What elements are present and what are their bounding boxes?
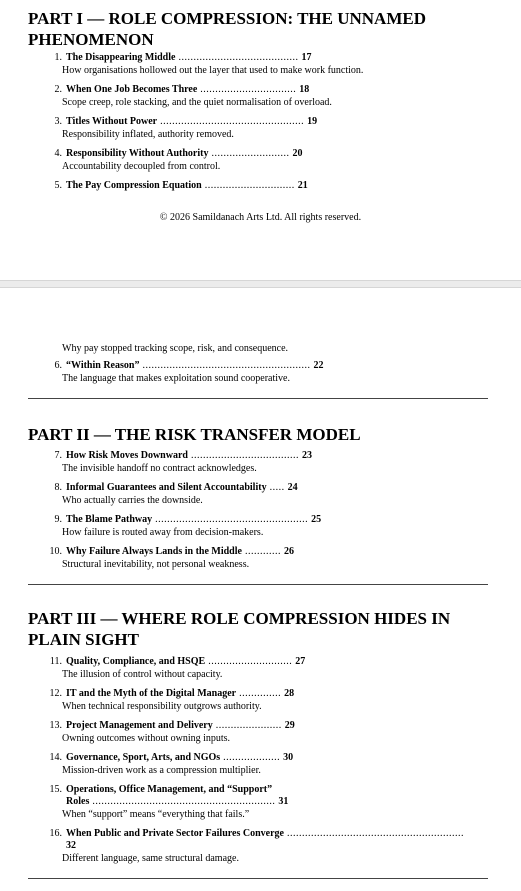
entry-description: Who actually carries the downside. (62, 495, 203, 506)
entry-page-number: 23 (301, 450, 312, 461)
entry-title: Operations, Office Management, and “Support” (66, 784, 273, 795)
toc-entry-10[interactable] (48, 546, 488, 571)
dot-leader: .................................... (190, 450, 299, 461)
toc-entry-13[interactable] (48, 720, 488, 745)
dot-leader: .............. (239, 688, 282, 699)
toc-entry-5[interactable] (48, 180, 488, 192)
part-3-heading (28, 608, 488, 650)
dot-leader: ..... (269, 482, 285, 493)
document-page-2 (0, 288, 521, 891)
part-3-heading-line1: PART III — WHERE ROLE COMPRESSION HIDES IN (28, 609, 451, 628)
entry-page-number: 24 (287, 482, 298, 493)
entry-page-number: 29 (284, 720, 295, 731)
toc-entry-11[interactable] (48, 656, 488, 681)
entry-page-number: 26 (283, 546, 294, 557)
entry-number: 8. (54, 482, 62, 493)
entry-title: Informal Guarantees and Silent Accountability (66, 482, 267, 493)
dot-leader: ........................................................... (286, 828, 464, 839)
entry-description: Mission-driven work as a compression multiplier. (62, 765, 261, 776)
entry-number: 4. (54, 148, 62, 159)
entry-description: Different language, same structural damage. (62, 853, 239, 864)
entry-title: When One Job Becomes Three (66, 84, 198, 95)
entry-title: Responsibility Without Authority (66, 148, 209, 159)
entry-page-number: 30 (283, 752, 294, 763)
entry-title: The Pay Compression Equation (66, 180, 202, 191)
entry-number: 3. (54, 116, 62, 127)
toc-entry-2[interactable] (48, 84, 488, 109)
entry-description: How failure is routed away from decision-makers. (62, 527, 264, 538)
entry-page-number: 18 (299, 84, 310, 95)
toc-entry-14[interactable] (48, 752, 488, 777)
entry-number: 1. (54, 52, 62, 63)
entry-page-number: 17 (301, 52, 312, 63)
entry-description: The language that makes exploitation sound cooperative. (62, 373, 290, 384)
toc-entry-16[interactable] (48, 828, 488, 865)
toc-entry-6[interactable] (48, 360, 488, 385)
part-1-heading-line2: PHENOMENON (28, 30, 154, 49)
section-divider (28, 398, 488, 399)
dot-leader: .......................... (211, 148, 290, 159)
entry-page-number: 32 (66, 840, 76, 851)
part-1-heading-line1: PART I — ROLE COMPRESSION: THE UNNAMED (28, 9, 426, 28)
entry-description: Owning outcomes without owning inputs. (62, 733, 231, 744)
entry-number: 9. (54, 514, 62, 525)
entry-description: Structural inevitability, not personal weakness. (62, 559, 250, 570)
entry-title: Governance, Sport, Arts, and NGOs (66, 752, 221, 763)
dot-leader: ................................................ (160, 116, 305, 127)
entry-title: Project Management and Delivery (66, 720, 213, 731)
toc-entry-9[interactable] (48, 514, 488, 539)
toc-entry-15[interactable] (48, 784, 488, 821)
entry-title: How Risk Moves Downward (66, 450, 188, 461)
entry-description: When “support” means “everything that fails.” (62, 809, 250, 820)
dot-leader: ................................ (200, 84, 297, 95)
dot-leader: ............ (244, 546, 281, 557)
entry-page-number: 19 (307, 116, 318, 127)
page-break (0, 280, 521, 288)
entry-description: When technical responsibility outgrows authority. (62, 701, 262, 712)
entry-page-number: 21 (297, 180, 308, 191)
entry-description: Accountability decoupled from control. (62, 161, 221, 172)
toc-entry-5-continued (48, 342, 488, 355)
entry-title: Why Failure Always Lands in the Middle (66, 546, 242, 557)
toc-entry-1[interactable] (48, 52, 488, 77)
toc-entry-7[interactable] (48, 450, 488, 475)
entry-page-number: 27 (295, 656, 306, 667)
entry-number: 7. (54, 450, 62, 461)
dot-leader: ...................... (215, 720, 282, 731)
entry-title: Quality, Compliance, and HSQE (66, 656, 206, 667)
entry-description: The invisible handoff no contract acknowledges. (62, 463, 257, 474)
section-divider (28, 878, 488, 879)
entry-number: 14. (49, 752, 62, 763)
entry-title: “Within Reason” (66, 360, 140, 371)
entry-page-number: 20 (292, 148, 303, 159)
dot-leader: ........................................ (178, 52, 299, 63)
part-2-heading: PART II — THE RISK TRANSFER MODEL (28, 425, 361, 444)
copyright-notice: © 2026 Samildanach Arts Ltd. All rights reserved. (159, 212, 362, 223)
entry-title: The Disappearing Middle (66, 52, 176, 63)
entry-title: Titles Without Power (66, 116, 158, 127)
entry-page-number: 28 (284, 688, 295, 699)
entry-number: 10. (49, 546, 62, 557)
entry-number: 12. (49, 688, 62, 699)
toc-entry-3[interactable] (48, 116, 488, 141)
entry-title-continued: Roles (66, 796, 90, 807)
section-divider (28, 584, 488, 585)
entry-title: When Public and Private Sector Failures Converge (66, 828, 284, 839)
dot-leader: ........................................................ (142, 360, 311, 371)
toc-entry-8[interactable] (48, 482, 488, 507)
document-page-1 (0, 0, 521, 280)
dot-leader: ............................ (208, 656, 293, 667)
entry-number: 6. (54, 360, 62, 371)
entry-page-number: 22 (313, 360, 324, 371)
part-3-heading-line2: PLAIN SIGHT (28, 630, 139, 649)
entry-title: IT and the Myth of the Digital Manager (66, 688, 237, 699)
part-1-heading (28, 8, 488, 50)
entry-page-number: 25 (311, 514, 322, 525)
entry-description: Why pay stopped tracking scope, risk, and consequence. (62, 343, 289, 354)
entry-page-number: 31 (278, 796, 289, 807)
entry-number: 15. (49, 784, 62, 795)
entry-description: The illusion of control without capacity. (62, 669, 223, 680)
entry-number: 5. (54, 180, 62, 191)
entry-description: How organisations hollowed out the layer that used to make work function. (62, 65, 364, 76)
dot-leader: .............................. (204, 180, 295, 191)
entry-title: The Blame Pathway (66, 514, 153, 525)
entry-number: 13. (49, 720, 62, 731)
entry-number: 16. (49, 828, 62, 839)
entry-description: Responsibility inflated, authority removed. (62, 129, 234, 140)
entry-description: Scope creep, role stacking, and the quiet normalisation of overload. (62, 97, 332, 108)
dot-leader: ................................................... (155, 514, 309, 525)
toc-entry-4[interactable] (48, 148, 488, 173)
dot-leader: ................... (223, 752, 281, 763)
toc-entry-12[interactable] (48, 688, 488, 713)
entry-number: 11. (49, 656, 62, 667)
dot-leader: ............................................................. (92, 796, 276, 807)
entry-number: 2. (54, 84, 62, 95)
